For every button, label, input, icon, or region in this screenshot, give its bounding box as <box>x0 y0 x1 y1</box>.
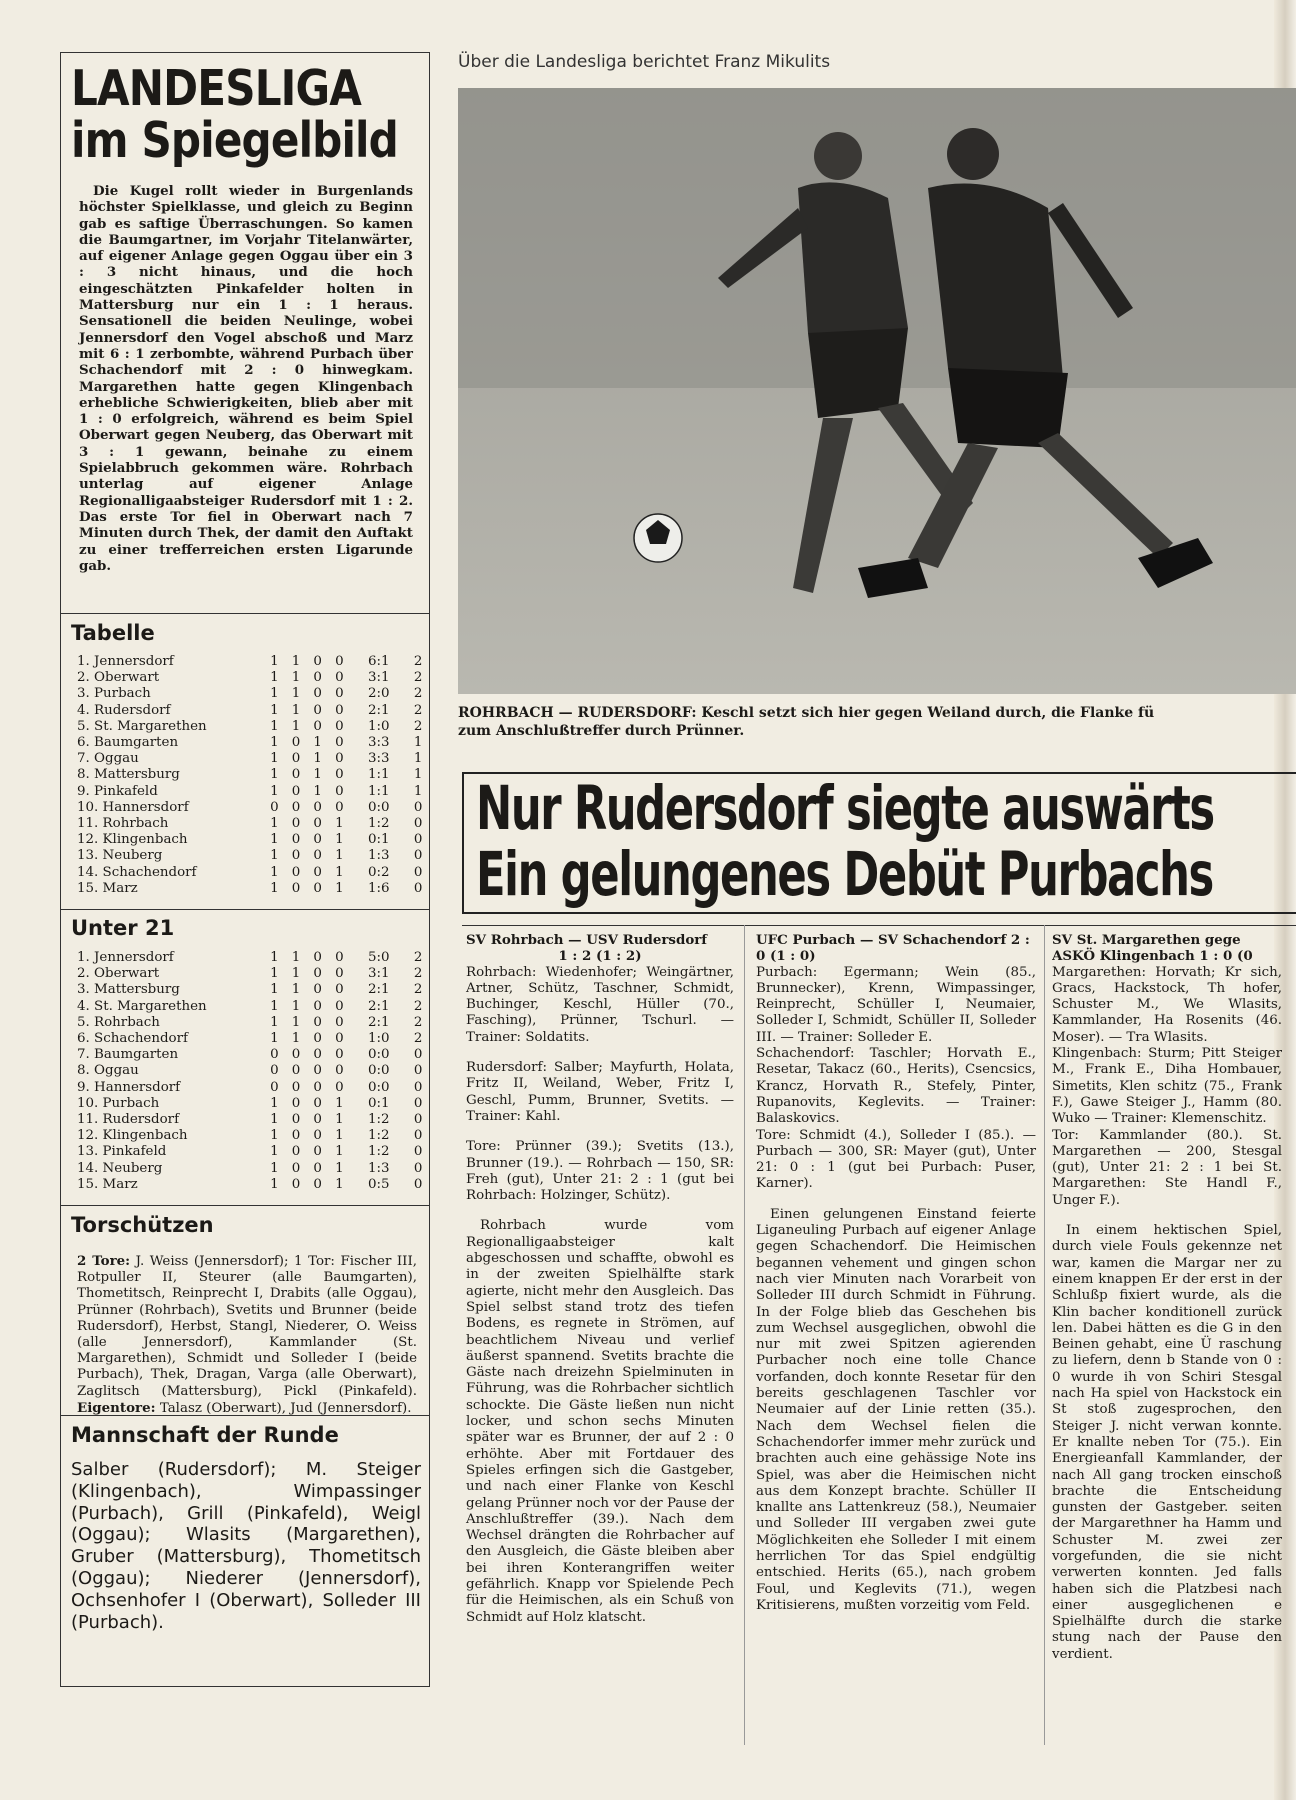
u21-row <box>77 1161 429 1177</box>
draws: 0 <box>313 1176 322 1192</box>
draws: 1 <box>313 735 322 751</box>
lineup-home: Purbach: Egermann; Wein (85., Brunnecker), Krenn, Wimpassinger, Reinprecht, Schüller I, Neumaier, Solleder I, Schmidt, Schüller II, Solleder III. — Trainer: Solleder E. <box>756 964 1036 1045</box>
wins: 0 <box>291 1128 301 1144</box>
wins: 0 <box>291 832 301 848</box>
team-name: 4. Rudersdorf <box>77 702 171 718</box>
torschuetzen-list: J. Weiss (Jennersdorf); 1 Tor: Fischer III, Rotpuller II, Steurer (alle Baumgarten), Thometitsch, Reinprecht I, Drabits (alle Oggau), Prünner (Rohrbach), Svetits und Brunner (beide Rudersdorf), Herbst, Stangl, Niederer, O. Weiss (alle Jennersdorf), Kammlander (St. Margarethen), Schmidt und Solleder I (beide Purbach), Thek, Dragan, Varga (alle Oberwart), Zaglitsch (Mattersburg), Pickl (Pinkafeld). <box>77 1254 417 1399</box>
goal-ratio: 1:0 <box>367 1031 390 1047</box>
points: 2 <box>413 1014 423 1030</box>
goal-ratio: 1:3 <box>367 848 390 864</box>
draws: 0 <box>313 1079 322 1095</box>
wins: 0 <box>291 816 301 832</box>
draws: 0 <box>313 1160 322 1176</box>
points: 2 <box>413 966 423 982</box>
wins: 1 <box>291 950 301 965</box>
games: 0 <box>270 1047 279 1063</box>
losses: 0 <box>335 751 344 767</box>
wins: 1 <box>291 718 301 734</box>
games: 1 <box>270 982 279 998</box>
goal-ratio: 1:2 <box>367 816 390 832</box>
wins: 1 <box>291 686 301 702</box>
wins: 0 <box>291 1095 301 1111</box>
team-name: 13. Pinkafeld <box>77 1144 167 1160</box>
games: 1 <box>270 966 279 982</box>
u21-heading: Unter 21 <box>71 916 175 940</box>
u21-row <box>77 1128 429 1144</box>
wins: 0 <box>291 1112 301 1128</box>
losses: 0 <box>335 1063 344 1079</box>
points: 1 <box>413 767 423 783</box>
u21-row <box>77 1177 429 1193</box>
draws: 0 <box>313 950 322 965</box>
wins: 1 <box>291 1031 301 1047</box>
games: 1 <box>270 832 279 848</box>
wins: 0 <box>291 848 301 864</box>
games: 1 <box>270 751 279 767</box>
draws: 1 <box>313 767 322 783</box>
goal-ratio: 2:1 <box>367 998 390 1014</box>
losses: 1 <box>335 1144 344 1160</box>
eigentore-lead: Eigentore: <box>77 1399 156 1416</box>
points: 2 <box>413 686 423 702</box>
tabelle-row <box>77 784 429 800</box>
draws: 0 <box>313 982 322 998</box>
goal-ratio: 1:2 <box>367 1112 390 1128</box>
headline-line-2: Ein gelungenes Debüt Purbachs <box>476 839 1213 910</box>
draws: 0 <box>313 1031 322 1047</box>
mdr-text: Salber (Rudersdorf); M. Steiger (Klingenbach), Wimpassinger (Purbach), Grill (Pinkafeld), Weigl (Oggau); Wlasits (Margarethen), Gruber (Mattersburg), Thometitsch (Oggau); Niederer (Jennersdorf), Ochsenhofer I (Oberwart), Solleder III (Purbach). <box>71 1459 421 1633</box>
draws: 0 <box>313 654 322 669</box>
points: 0 <box>413 1047 423 1063</box>
u21-row <box>77 950 429 966</box>
draws: 1 <box>313 783 322 799</box>
team-name: 15. Marz <box>77 1176 138 1192</box>
games: 1 <box>270 998 279 1014</box>
lineup-away: Klingenbach: Sturm; Pitt Steiger M., Frank E., Diha Hombauer, Simetits, Klen schitz (75., Frank F.), Gawe Steiger J., Hamm (80. Wuko — Trainer: Klemenschitz. <box>1052 1046 1282 1127</box>
goal-ratio: 1:2 <box>367 1128 390 1144</box>
sidebar-masthead <box>71 60 398 169</box>
losses: 0 <box>335 654 344 669</box>
points: 0 <box>413 864 423 880</box>
draws: 0 <box>313 799 322 815</box>
goal-ratio: 1:2 <box>367 1144 390 1160</box>
draws: 0 <box>313 718 322 734</box>
goal-ratio: 1:0 <box>367 718 390 734</box>
lineup-away: Schachendorf: Taschler; Horvath E., Resetar, Takacz (60., Herits), Csencsics, Krancz, Horvath R., Stefely, Pinter, Rupanovits, Keglevits. — Trainer: Balaskovics. <box>756 1046 1036 1127</box>
points: 1 <box>413 783 423 799</box>
byline: Über die Landesliga berichtet Franz Mikulits <box>458 52 831 72</box>
match-title: UFC Purbach — SV Schachendorf 2 : 0 (1 : 0) <box>756 932 1030 965</box>
headline-line-1: Nur Rudersdorf siegte auswärts <box>476 773 1214 844</box>
draws: 0 <box>313 702 322 718</box>
u21-table <box>77 950 429 1193</box>
goal-ratio: 0:0 <box>367 1063 390 1079</box>
points: 2 <box>413 654 423 669</box>
wins: 0 <box>291 735 301 751</box>
points: 2 <box>413 670 423 686</box>
points: 0 <box>413 1160 423 1176</box>
columns-rule <box>462 925 1296 926</box>
goal-ratio: 0:0 <box>367 799 390 815</box>
section-rule <box>61 613 429 614</box>
draws: 0 <box>313 1095 322 1111</box>
headline-box <box>462 772 1296 914</box>
draws: 0 <box>313 966 322 982</box>
u21-row <box>77 1015 429 1031</box>
team-name: 3. Purbach <box>77 686 151 702</box>
intro-paragraph: Die Kugel rollt wieder in Burgenlands höchster Spielklasse, und gleich zu Beginn gab es saftige Überraschungen. So kamen die Baumgartner, im Vorjahr Titelanwärter, auf eigener Anlage gegen Oggau über ein 3 : 3 nicht hinaus, und die hoch eingeschätzten Pinkafelder holten in Mattersburg nur ein 1 : 1 heraus. Sensationell die beiden Neulinge, wobei Jennersdorf den Vogel abschoß und Marz mit 6 : 1 zerbombte, während Purbach über Schachendorf mit 2 : 0 hinwegkam. Margarethen hatte gegen Klingenbach erhebliche Schwierigkeiten, blieb aber mit 1 : 0 erfolgreich, während es beim Spiel Oberwart gegen Neuberg, das Oberwart mit 3 : 1 gewann, beinahe zu einem Spielabbruch gekommen wäre. Rohrbach unterlag auf eigener Anlage Regionalligaabsteiger Rudersdorf mit 1 : 2. Das erste Tor fiel in Oberwart nach 7 Minuten durch Thek, der damit den Auftakt zu einer trefferreichen ersten Ligarunde gab. <box>79 183 413 574</box>
games: 1 <box>270 864 279 880</box>
team-name: 9. Pinkafeld <box>77 783 158 799</box>
losses: 1 <box>335 832 344 848</box>
losses: 1 <box>335 1160 344 1176</box>
report-body: Rohrbach wurde vom Regionalligaabsteiger kalt abgeschossen und schaffte, obwohl es in der zweiten Spielhälfte stark agierte, nicht mehr den Ausgleich. Das Spiel selbst stand trotz des tiefen Bodens, es regnete in Strömen, auf beachtlichem Niveau und verlief äußerst spannend. Svetits brachte die Gäste nach dreizehn Spielminuten in Führung, was die Rohrbacher sichtlich schockte. Die Gäste ließen nun nicht locker, und schon sechs Minuten später war es Brunner, der auf 2 : 0 erhöhte. Aber mit Fortdauer des Spieles erfingen sich die Gastgeber, und nach einer Flanke von Keschl gelang Prünner noch vor der Pause der Anschlußtreffer (39.). Nach dem Wechsel drängten die Rohrbacher auf den Ausgleich, die Gäste bleiben aber bei ihren Konterangriffen weiter gefährlich. Knapp vor Spielende Pech für die Heimischen, als ein Schuß von Schmidt auf Holz klatscht. <box>466 1218 734 1625</box>
games: 1 <box>270 848 279 864</box>
goals-info: Tor: Kammlander (80.). St. Margarethen — 200, Stesgal (gut), Unter 21: 2 : 1 bei St. Margarethen: Ste Handl F., Unger F.). <box>1052 1127 1282 1208</box>
losses: 0 <box>335 686 344 702</box>
landesliga-sidebar <box>60 52 430 1687</box>
u21-row <box>77 1144 429 1160</box>
losses: 1 <box>335 880 344 896</box>
losses: 1 <box>335 1112 344 1128</box>
eigentore-list: Talasz (Oberwart), Jud (Jennersdorf). <box>159 1400 412 1416</box>
report-margarethen <box>1052 932 1282 1782</box>
team-name: 2. Oberwart <box>77 966 160 982</box>
points: 0 <box>413 832 423 848</box>
points: 2 <box>413 998 423 1014</box>
draws: 0 <box>313 1112 322 1128</box>
losses: 1 <box>335 1095 344 1111</box>
goal-ratio: 2:0 <box>367 686 390 702</box>
points: 0 <box>413 880 423 896</box>
wins: 0 <box>291 799 301 815</box>
draws: 0 <box>313 998 322 1014</box>
wins: 0 <box>291 767 301 783</box>
goal-ratio: 3:1 <box>367 670 390 686</box>
lineup-home: Rohrbach: Wiedenhofer; Weingärtner, Artner, Schütz, Taschner, Schmidt, Buchinger, Keschl, Hüller (70., Fasching), Prünner, Tschurl. — Trainer: Soldatits. <box>466 964 734 1045</box>
losses: 0 <box>335 1031 344 1047</box>
games: 1 <box>270 880 279 896</box>
losses: 0 <box>335 702 344 718</box>
games: 1 <box>270 654 279 669</box>
team-name: 6. Baumgarten <box>77 735 179 751</box>
tabelle-row <box>77 881 429 897</box>
wins: 0 <box>291 1047 301 1063</box>
team-name: 12. Klingenbach <box>77 832 188 848</box>
goal-ratio: 0:0 <box>367 1079 390 1095</box>
games: 1 <box>270 702 279 718</box>
column-separator <box>1044 925 1045 1745</box>
points: 0 <box>413 1063 423 1079</box>
wins: 0 <box>291 751 301 767</box>
match-score: 1 : 2 (1 : 2) <box>558 948 642 965</box>
wins: 0 <box>291 1176 301 1192</box>
games: 1 <box>270 735 279 751</box>
goal-ratio: 5:0 <box>367 950 390 965</box>
goal-ratio: 0:0 <box>367 1047 390 1063</box>
points: 2 <box>413 702 423 718</box>
points: 2 <box>413 718 423 734</box>
losses: 1 <box>335 816 344 832</box>
losses: 1 <box>335 864 344 880</box>
games: 1 <box>270 1031 279 1047</box>
games: 1 <box>270 1112 279 1128</box>
games: 0 <box>270 799 279 815</box>
losses: 1 <box>335 1176 344 1192</box>
tabelle-row <box>77 865 429 881</box>
points: 1 <box>413 735 423 751</box>
masthead-line-1: LANDESLIGA <box>71 60 361 117</box>
wins: 1 <box>291 702 301 718</box>
column-separator <box>744 925 745 1745</box>
team-name: 12. Klingenbach <box>77 1128 188 1144</box>
team-name: 1. Jennersdorf <box>77 654 174 669</box>
draws: 0 <box>313 1063 322 1079</box>
masthead-line-2: im Spiegelbild <box>71 112 398 169</box>
goal-ratio: 2:1 <box>367 702 390 718</box>
points: 2 <box>413 950 423 965</box>
section-rule <box>61 909 429 910</box>
team-name: 4. St. Margarethen <box>77 998 207 1014</box>
losses: 0 <box>335 982 344 998</box>
games: 1 <box>270 1095 279 1111</box>
draws: 0 <box>313 1128 322 1144</box>
team-name: 6. Schachendorf <box>77 1031 188 1047</box>
match-title: SV Rohrbach — USV Rudersdorf <box>466 932 708 948</box>
wins: 1 <box>291 670 301 686</box>
tabelle-row <box>77 670 429 686</box>
losses: 0 <box>335 718 344 734</box>
losses: 0 <box>335 1014 344 1030</box>
tabelle-row <box>77 703 429 719</box>
team-name: 9. Hannersdorf <box>77 1079 181 1095</box>
torschuetzen-lead: 2 Tore: <box>77 1253 131 1269</box>
match-photo <box>458 88 1296 694</box>
team-name: 14. Schachendorf <box>77 864 197 880</box>
team-name: 1. Jennersdorf <box>77 950 174 965</box>
team-name: 11. Rohrbach <box>77 816 169 832</box>
caption-line-2: zum Anschlußtreffer durch Prünner. <box>458 723 745 739</box>
caption-line-1: ROHRBACH — RUDERSDORF: Keschl setzt sich hier gegen Weiland durch, die Flanke fü <box>458 705 1155 721</box>
games: 1 <box>270 686 279 702</box>
draws: 0 <box>313 816 322 832</box>
draws: 0 <box>313 670 322 686</box>
report-purbach <box>756 932 1036 1614</box>
goal-ratio: 1:6 <box>367 880 390 896</box>
goal-ratio: 1:3 <box>367 1160 390 1176</box>
goal-ratio: 0:2 <box>367 864 390 880</box>
points: 0 <box>413 1128 423 1144</box>
losses: 0 <box>335 670 344 686</box>
headline <box>476 773 1214 910</box>
losses: 0 <box>335 998 344 1014</box>
torschuetzen-heading: Torschützen <box>71 1213 214 1237</box>
games: 1 <box>270 767 279 783</box>
u21-row <box>77 999 429 1015</box>
goal-ratio: 2:1 <box>367 1014 390 1030</box>
losses: 0 <box>335 799 344 815</box>
match-title: SV St. Margarethen gege ASKÖ Klingenbach 1 : 0 (0 <box>1052 932 1253 965</box>
u21-row <box>77 1047 429 1063</box>
u21-row <box>77 1080 429 1096</box>
section-rule <box>61 1415 429 1416</box>
games: 1 <box>270 1160 279 1176</box>
goals-info: Tore: Prünner (39.); Svetits (13.), Brunner (19.). — Rohrbach — 150, SR: Freh (gut), Unter 21: 2 : 1 (gut bei Rohrbach: Holzinger, Schütz). <box>466 1139 734 1204</box>
wins: 1 <box>291 998 301 1014</box>
tabelle-row <box>77 848 429 864</box>
points: 2 <box>413 982 423 998</box>
wins: 0 <box>291 1160 301 1176</box>
points: 0 <box>413 1176 423 1192</box>
report-body: In einem hektischen Spiel, durch viele Fouls gekennze net war, kamen die Margar ner zu einem knappen Er der erst in der Schlußp fixiert wurde, als die Klin bacher konditionell zurück len. Dabei hätten es die G in den Beinen gehabt, eine Ü raschung zu liefern, denn b Stande von 0 : 0 wurde ih von Schiri Stesgal nach Ha spiel von Hackstock ein St stoß zugesprochen, den Steiger J. nicht verwan konnte. Er knallte neben Tor (75.). Ein Energieanfall Kammlander, der nach All gang trocken einschoß brachte die Entscheidung gunsten der Gastgeber. seiten der Margarethner ha Hamm und Schuster M. zwei zer vorgefunden, die sie nicht verwerten konnten. Jed falls haben sich die Platzbesi nach einer ausgeglichenen e Spielhälfte durch die starke stung nach der Pause den verdient. <box>1052 1223 1282 1662</box>
team-name: 15. Marz <box>77 880 138 896</box>
losses: 0 <box>335 735 344 751</box>
wins: 0 <box>291 864 301 880</box>
u21-row <box>77 1063 429 1079</box>
losses: 1 <box>335 1128 344 1144</box>
mdr-heading: Mannschaft der Runde <box>71 1423 339 1447</box>
team-name: 3. Mattersburg <box>77 982 180 998</box>
games: 1 <box>270 718 279 734</box>
wins: 0 <box>291 880 301 896</box>
tabelle-row <box>77 832 429 848</box>
games: 0 <box>270 1079 279 1095</box>
wins: 1 <box>291 982 301 998</box>
section-rule <box>61 1205 429 1206</box>
u21-row <box>77 1112 429 1128</box>
team-name: 10. Purbach <box>77 1095 160 1111</box>
lineup-home: Margarethen: Horvath; Kr sich, Gracs, Hackstock, Th hofer, Schuster M., We Wlasits, Kammlander, Ha Rosenits (46. Moser). — Tra Wlasits. <box>1052 964 1282 1045</box>
games: 1 <box>270 1176 279 1192</box>
goal-ratio: 6:1 <box>367 654 390 669</box>
wins: 1 <box>291 654 301 669</box>
games: 1 <box>270 783 279 799</box>
team-name: 14. Neuberg <box>77 1160 163 1176</box>
wins: 0 <box>291 1063 301 1079</box>
u21-row <box>77 1096 429 1112</box>
goal-ratio: 2:1 <box>367 982 390 998</box>
torschuetzen-text <box>77 1253 417 1417</box>
points: 0 <box>413 848 423 864</box>
draws: 0 <box>313 1144 322 1160</box>
goal-ratio: 3:3 <box>367 751 390 767</box>
losses: 0 <box>335 950 344 965</box>
draws: 0 <box>313 848 322 864</box>
tabelle-row <box>77 654 429 670</box>
points: 0 <box>413 1112 423 1128</box>
goal-ratio: 3:3 <box>367 735 390 751</box>
points: 0 <box>413 1095 423 1111</box>
tabelle-row <box>77 816 429 832</box>
report-rohrbach <box>466 932 734 1626</box>
team-name: 7. Baumgarten <box>77 1047 179 1063</box>
draws: 0 <box>313 1047 322 1063</box>
games: 1 <box>270 670 279 686</box>
team-name: 8. Mattersburg <box>77 767 180 783</box>
tabelle-row <box>77 735 429 751</box>
games: 1 <box>270 1128 279 1144</box>
tabelle-row <box>77 767 429 783</box>
goal-ratio: 0:5 <box>367 1176 390 1192</box>
losses: 0 <box>335 783 344 799</box>
u21-row <box>77 982 429 998</box>
draws: 0 <box>313 686 322 702</box>
draws: 0 <box>313 880 322 896</box>
points: 0 <box>413 816 423 832</box>
u21-row <box>77 966 429 982</box>
points: 0 <box>413 799 423 815</box>
points: 1 <box>413 751 423 767</box>
tabelle-table <box>77 654 429 897</box>
lineup-away: Rudersdorf: Salber; Mayfurth, Holata, Fritz II, Weiland, Weber, Fritz I, Geschl, Pumm, Brunner, Svetits. — Trainer: Kahl. <box>466 1060 734 1124</box>
goal-ratio: 1:1 <box>367 767 390 783</box>
tabelle-row <box>77 719 429 735</box>
tabelle-row <box>77 751 429 767</box>
games: 1 <box>270 1144 279 1160</box>
draws: 0 <box>313 832 322 848</box>
points: 0 <box>413 1079 423 1095</box>
wins: 0 <box>291 783 301 799</box>
points: 2 <box>413 1031 423 1047</box>
wins: 0 <box>291 1079 301 1095</box>
wins: 0 <box>291 1144 301 1160</box>
tabelle-heading: Tabelle <box>71 621 155 645</box>
games: 1 <box>270 816 279 832</box>
draws: 1 <box>313 751 322 767</box>
team-name: 13. Neuberg <box>77 848 163 864</box>
team-name: 11. Rudersdorf <box>77 1112 180 1128</box>
losses: 0 <box>335 1079 344 1095</box>
wins: 1 <box>291 966 301 982</box>
goal-ratio: 1:1 <box>367 783 390 799</box>
goal-ratio: 0:1 <box>367 832 390 848</box>
team-name: 2. Oberwart <box>77 670 160 686</box>
goal-ratio: 3:1 <box>367 966 390 982</box>
losses: 0 <box>335 767 344 783</box>
team-name: 5. Rohrbach <box>77 1014 160 1030</box>
team-name: 10. Hannersdorf <box>77 799 189 815</box>
draws: 0 <box>313 864 322 880</box>
team-name: 5. St. Margarethen <box>77 718 207 734</box>
tabelle-row <box>77 686 429 702</box>
goal-ratio: 0:1 <box>367 1095 390 1111</box>
losses: 0 <box>335 966 344 982</box>
u21-row <box>77 1031 429 1047</box>
team-name: 7. Oggau <box>77 751 139 767</box>
tabelle-row <box>77 800 429 816</box>
points: 0 <box>413 1144 423 1160</box>
losses: 0 <box>335 1047 344 1063</box>
photo-caption <box>458 704 1296 740</box>
report-body: Einen gelungenen Einstand feierte Liganeuling Purbach auf eigener Anlage gegen Schachendorf. Die Heimischen begannen vehement und gingen schon nach vier Minuten nach Vorarbeit von Solleder III durch Schmidt in Führung. In der Folge blieb das Geschehen bis zum Wechsel ausgeglichen, obwohl die nur mit zwei Spitzen agierenden Purbacher noch eine tolle Chance vorfanden, doch konnte Resetar für den bereits geschlagenen Taschler vor Neumaier auf der Linie retten (35.). Nach dem Wechsel fielen die Schachendorfer immer mehr zurück und brachten auch eine gehässige Note ins Spiel, was aber die Heimischen nicht aus dem Konzept brachte. Schüller II knallte ans Lattenkreuz (58.), Neumaier und Solleder III vergaben zwei gute Möglichkeiten ehe Solleder I mit einem herrlichen Tor das Spiel endgültig entschied. Herits (65.), nach grobem Foul, und Keglevits (71.), wegen Kritisierens, mußten vorzeitig vom Feld. <box>756 1206 1036 1613</box>
team-name: 8. Oggau <box>77 1063 139 1079</box>
draws: 0 <box>313 1014 322 1030</box>
games: 1 <box>270 950 279 965</box>
games: 0 <box>270 1063 279 1079</box>
goals-info: Tore: Schmidt (4.), Solleder I (85.). — Purbach — 300, SR: Mayer (gut), Unter 21: 0 : 1 (gut bei Purbach: Puser, Karner). <box>756 1127 1036 1192</box>
losses: 1 <box>335 848 344 864</box>
wins: 1 <box>291 1014 301 1030</box>
games: 1 <box>270 1014 279 1030</box>
